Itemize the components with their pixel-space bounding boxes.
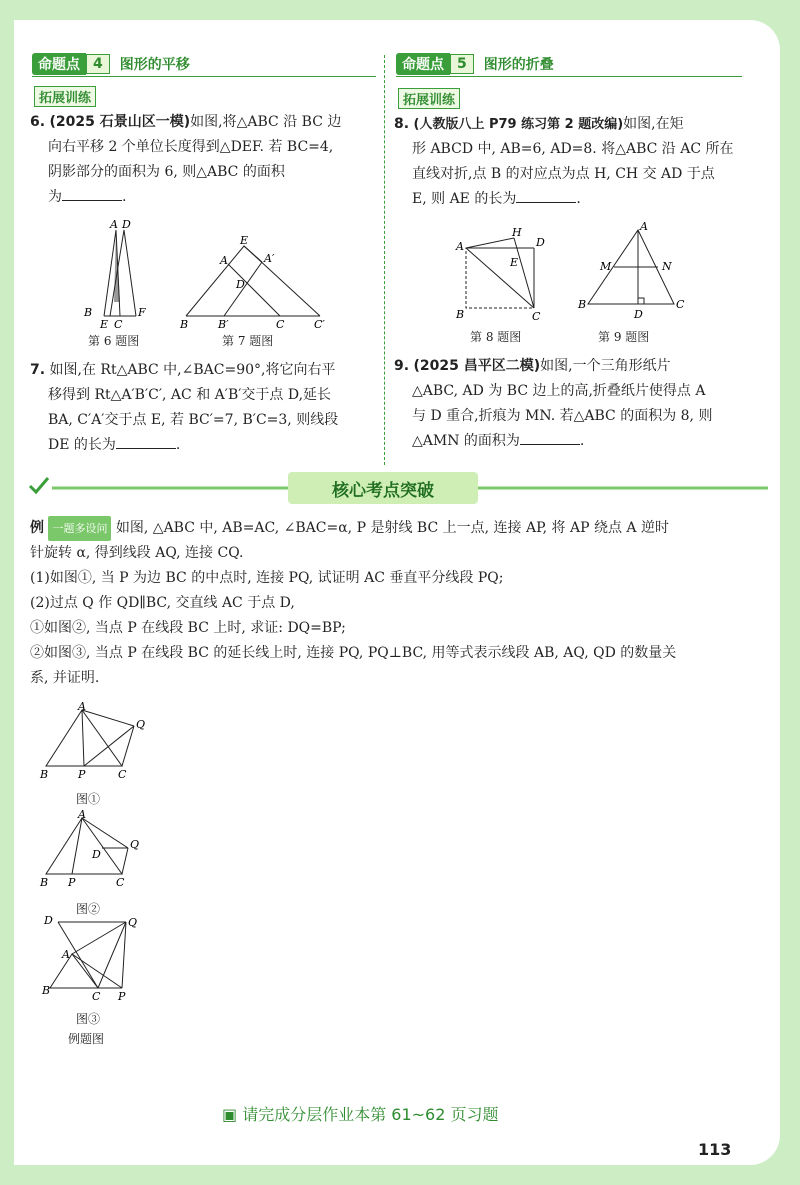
segment-qc	[122, 848, 128, 874]
reminder-text: 请完成分层作业本第 61~62 页习题	[242, 1105, 499, 1124]
q-text: 移得到 Rt△A′B′C′, AC 和 A′B′交于点 D,延长	[48, 387, 332, 403]
fig1-caption: 图①	[76, 792, 101, 806]
section-banner: 核心考点突破	[288, 472, 478, 504]
q-text: 如图,在矩	[623, 116, 684, 132]
label-b: B	[40, 768, 49, 781]
q-source: (2025 昌平区二模)	[413, 358, 541, 374]
q-text: 直线对折,点 B 的对应点为点 H, CH 交 AD 于点	[412, 166, 715, 182]
q-text: 如图,一个三角形纸片	[540, 358, 671, 374]
question-9	[394, 354, 750, 454]
label-e: E	[510, 256, 519, 269]
label-q: Q	[136, 718, 146, 731]
answer-blank[interactable]	[520, 430, 580, 445]
label-n: N	[662, 260, 672, 273]
label-p: P	[68, 876, 76, 889]
example-text: ②如图③, 当点 P 在线段 BC 的延长线上时, 连接 PQ, PQ⊥BC, 用等式表示线段 AB, AQ, QD 的数量关	[30, 645, 677, 661]
q-text: 如图,在 Rt△ABC 中,∠BAC=90°,将它向右平	[49, 362, 336, 378]
segment-aq	[72, 922, 126, 954]
q-source: (人教版八上 P79 练习第 2 题改编)	[413, 117, 624, 132]
segment-aq	[82, 818, 128, 848]
extension-label: 拓展训练	[34, 86, 96, 107]
label-a: A	[78, 700, 86, 713]
example-text: (2)过点 Q 作 QD∥BC, 交直线 AC 于点 D,	[30, 595, 295, 611]
extension-label: 拓展训练	[398, 88, 460, 109]
label-b: B	[456, 308, 465, 321]
q-end: .	[579, 433, 585, 449]
q-number: 6.	[30, 114, 46, 130]
line-ec	[244, 246, 320, 316]
example-text: (1)如图①, 当 P 为边 BC 的中点时, 连接 PQ, 试证明 AC 垂直平分线段 PQ;	[30, 570, 504, 586]
label-b: B	[84, 306, 93, 319]
example-figure-1	[38, 702, 158, 782]
label-c: C	[676, 298, 685, 311]
label-d: D	[634, 308, 643, 321]
label-d: D	[122, 218, 131, 231]
example-text: 如图, △ABC 中, AB=AC, ∠BAC=α, P 是射线 BC 上一点, 连接 AP, 将 AP 绕点 A 逆时	[115, 520, 669, 536]
label-d: D	[236, 278, 245, 291]
section-number: 4	[86, 54, 110, 74]
label-a: A	[62, 948, 70, 961]
segment-ap	[72, 954, 122, 988]
q-text: 向右平移 2 个单位长度得到△DEF. 若 BC=4,	[48, 139, 334, 155]
section-header-5	[396, 52, 554, 76]
book-icon: ▣	[222, 1105, 243, 1124]
label-a: A	[110, 218, 118, 231]
label-m: M	[600, 260, 612, 273]
label-h: H	[512, 226, 522, 239]
question-7	[30, 358, 380, 458]
label-a: A	[456, 240, 464, 253]
label-q: Q	[128, 916, 138, 929]
label-p: P	[118, 990, 126, 1003]
label-b: B	[180, 318, 189, 331]
figure-9	[574, 222, 694, 322]
label-c: C	[116, 876, 125, 889]
q-text: 形 ABCD 中, AB=6, AD=8. 将△ABC 沿 AC 所在	[412, 141, 734, 157]
check-icon	[30, 478, 48, 492]
q-text: 如图,将△ABC 沿 BC 边	[190, 114, 342, 130]
example-label: 例	[30, 520, 44, 536]
q-number: 8.	[394, 116, 410, 132]
label-a-prime: A′	[264, 252, 275, 265]
column-divider	[384, 55, 385, 465]
question-8	[394, 112, 750, 212]
figure-6	[80, 216, 170, 331]
fig6-caption: 第 6 题图	[88, 334, 140, 348]
label-d: D	[92, 848, 101, 861]
q-number: 9.	[394, 358, 410, 374]
segment-pq	[84, 726, 134, 766]
segment-qp	[122, 922, 126, 988]
label-p: P	[78, 768, 86, 781]
q-text: E, 则 AE 的长为	[412, 191, 517, 207]
figure-7	[180, 234, 330, 331]
header-rule	[396, 76, 742, 77]
label-b-prime: B′	[218, 318, 229, 331]
q-number: 7.	[30, 362, 46, 378]
segment-ah	[466, 238, 514, 248]
label-c: C	[92, 990, 101, 1003]
label-a: A	[640, 220, 648, 233]
q-text: 为	[48, 189, 62, 205]
section-title: 图形的折叠	[483, 57, 554, 73]
figure-8	[452, 226, 562, 326]
label-b: B	[42, 984, 51, 997]
example-figure-caption: 例题图	[68, 1032, 105, 1046]
right-angle-mark	[638, 298, 644, 304]
label-c-prime: C′	[314, 318, 325, 331]
label-d: D	[44, 914, 53, 927]
q-end: .	[576, 191, 581, 207]
section-number: 5	[450, 54, 474, 74]
q-text: BA, C′A′交于点 E, 若 BC′=7, B′C=3, 则线段	[48, 412, 339, 428]
triangle-abc	[46, 818, 122, 874]
answer-blank[interactable]	[62, 186, 122, 201]
q-text: DE 的长为	[48, 437, 116, 453]
label-c: C	[118, 768, 127, 781]
question-6	[30, 110, 380, 210]
label-e: E	[240, 234, 249, 247]
label-b: B	[578, 298, 587, 311]
segment-ap	[82, 710, 84, 766]
q-text: △AMN 的面积为	[412, 433, 520, 449]
label-e: E	[100, 318, 109, 331]
label-c: C	[276, 318, 285, 331]
example-figure-2	[38, 808, 158, 892]
page-number: 113	[698, 1140, 732, 1159]
q-text: 阴影部分的面积为 6, 则△ABC 的面积	[48, 164, 285, 180]
example-problem	[30, 516, 760, 691]
q-end: .	[175, 437, 181, 453]
label-a: A	[78, 808, 86, 821]
homework-reminder	[222, 1102, 499, 1125]
q-text: 与 D 重合,折痕为 MN. 若△ABC 的面积为 8, 则	[412, 408, 713, 424]
section-header-4	[32, 52, 190, 76]
fig7-caption: 第 7 题图	[222, 334, 274, 348]
answer-blank[interactable]	[516, 188, 576, 203]
section-tag: 命题点	[396, 53, 450, 75]
label-b: B	[40, 876, 49, 889]
diagonal-ac	[466, 248, 534, 308]
label-c: C	[532, 310, 541, 323]
label-a: A	[220, 254, 228, 267]
fig8-caption: 第 8 题图	[470, 330, 522, 344]
segment-aq	[82, 710, 134, 726]
label-d: D	[536, 236, 545, 249]
fig2-caption: 图②	[76, 902, 101, 916]
q-source: (2025 石景山区一模)	[49, 114, 191, 130]
triangle-abc	[50, 954, 98, 988]
q-text: △ABC, AD 为 BC 边上的高,折叠纸片使得点 A	[412, 383, 706, 399]
example-text: 针旋转 α, 得到线段 AQ, 连接 CQ.	[30, 545, 244, 561]
header-rule	[32, 76, 376, 77]
fig3-caption: 图③	[76, 1012, 101, 1026]
q-end: .	[122, 189, 127, 205]
example-figure-3	[38, 912, 158, 1008]
tip-badge: 一题多设问	[48, 516, 111, 541]
segment-qc	[98, 922, 126, 988]
example-text: 系, 并证明.	[30, 670, 100, 686]
section-tag: 命题点	[32, 53, 86, 75]
label-c: C	[114, 318, 123, 331]
example-text: ①如图②, 当点 P 在线段 BC 上时, 求证: DQ=BP;	[30, 620, 346, 636]
label-q: Q	[130, 838, 140, 851]
fig9-caption: 第 9 题图	[598, 330, 650, 344]
label-f: F	[138, 306, 146, 319]
answer-blank[interactable]	[116, 434, 176, 449]
section-title: 图形的平移	[119, 57, 190, 73]
segment-qc	[122, 726, 134, 766]
